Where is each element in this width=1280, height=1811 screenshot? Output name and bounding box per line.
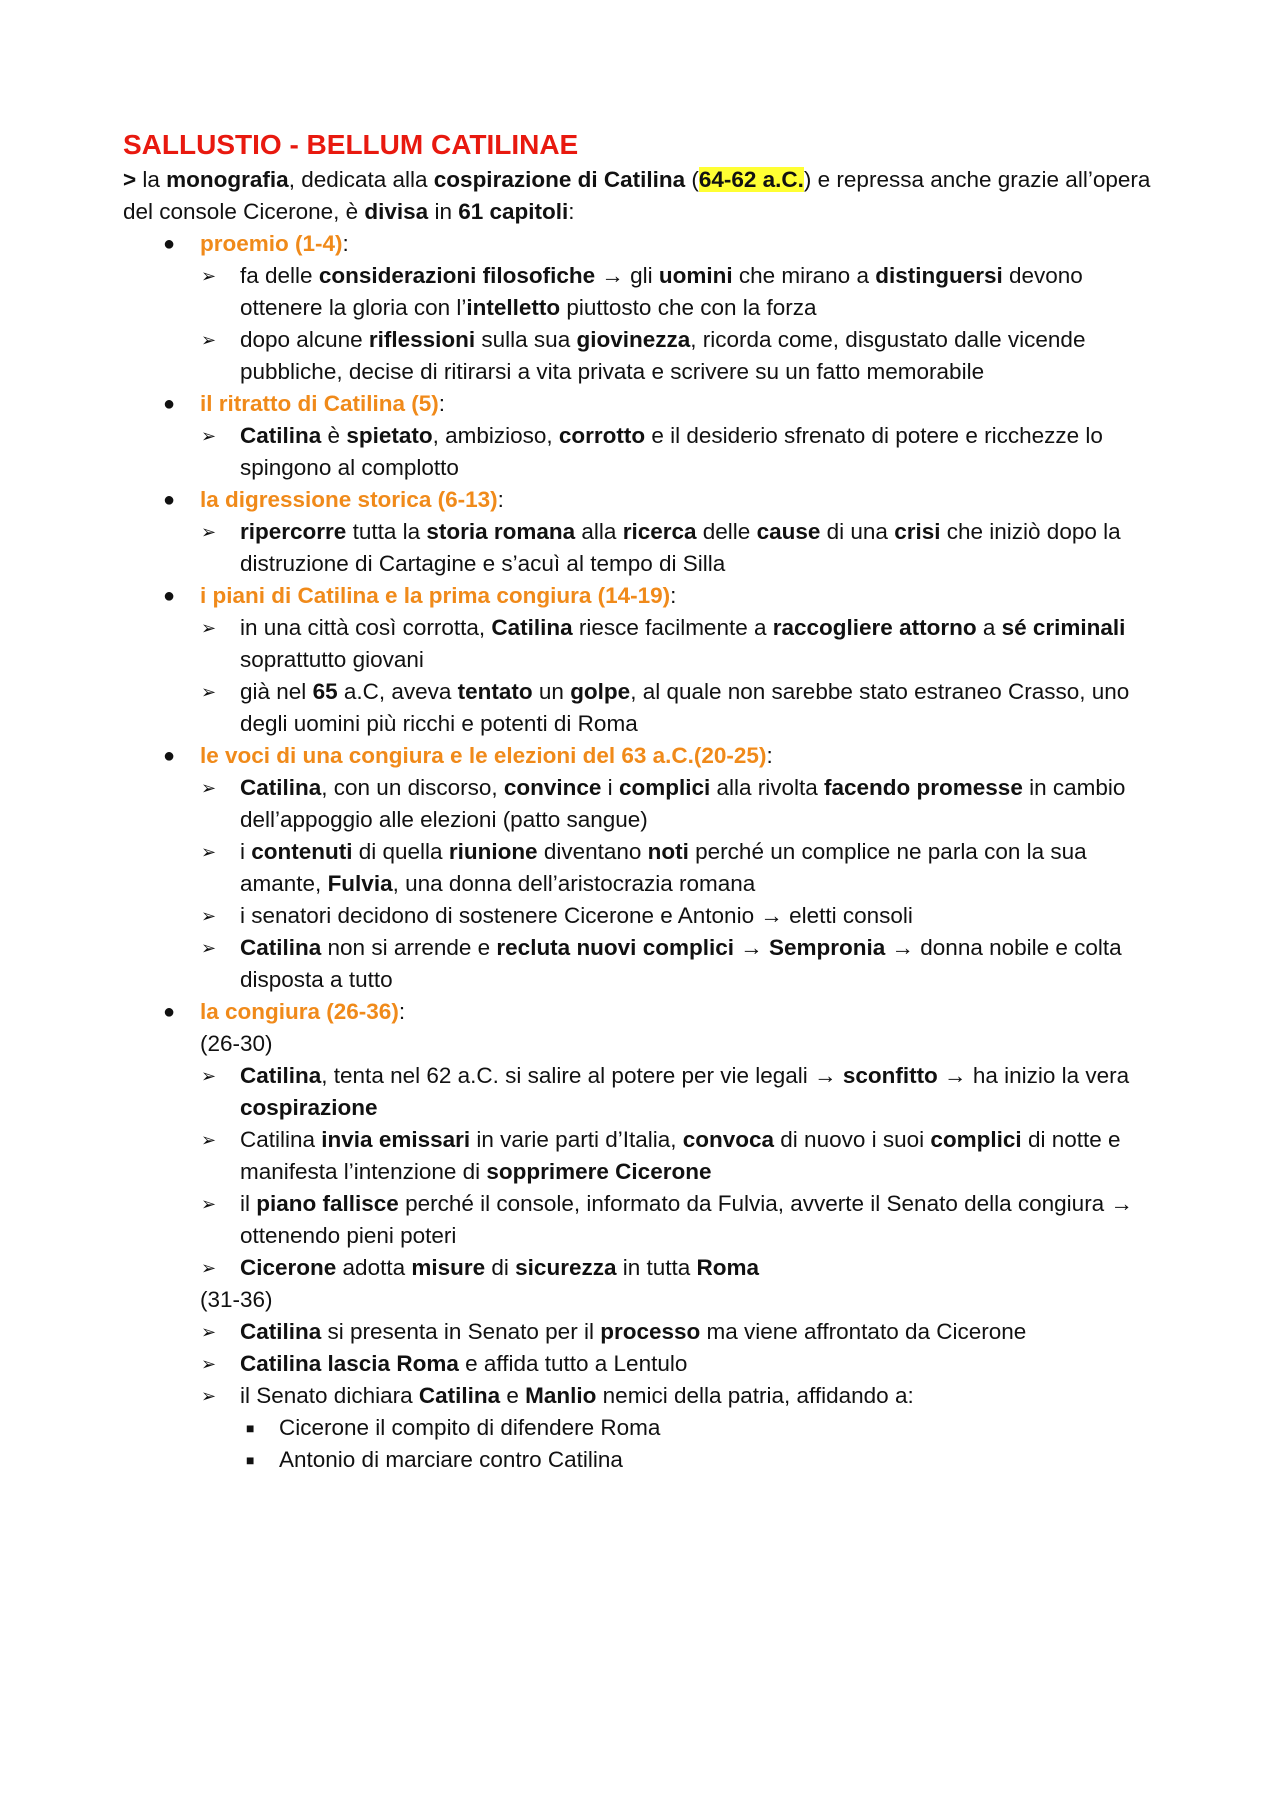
text-run: , al quale non sarebbe stato estraneo Crasso, uno degli uomini più ricchi e potenti di Roma — [240, 679, 1130, 736]
list-item — [201, 420, 1168, 484]
text-run: cospirazione — [240, 1095, 378, 1120]
list-item — [201, 1380, 1168, 1412]
section-heading — [163, 228, 1168, 260]
text-run: → sconfitto → — [814, 1063, 967, 1088]
arrow-bullet-icon: ➢ — [201, 1322, 217, 1342]
text-run: Catilina — [240, 1319, 322, 1344]
text-run: Catilina — [418, 1383, 501, 1408]
text-run: invia emissari — [321, 1127, 471, 1152]
text-run: ) e repressa anche grazie all’opera del console Cicerone, è — [123, 167, 1151, 224]
text-run: alla — [575, 519, 623, 544]
text-run: che iniziò dopo la distruzione di Cartagine e s’acuì al tempo di Silla — [240, 519, 1121, 576]
text-run: complici — [618, 775, 711, 800]
text-run: Catilina lascia Roma — [240, 1351, 459, 1376]
text-run: sicurezza — [515, 1255, 617, 1280]
text-run: soprattutto giovani — [240, 647, 424, 672]
bullet-icon: ● — [163, 393, 176, 415]
text-run: complici — [930, 1127, 1022, 1152]
text-run: a — [976, 615, 1002, 640]
text-run: , ambizioso, — [432, 423, 559, 448]
text-run: devono ottenere la gloria con l’ — [240, 263, 1083, 320]
section-heading-text: proemio (1-4) — [200, 231, 343, 256]
text-run: Catilina — [240, 775, 322, 800]
bullet-icon: ● — [163, 489, 176, 511]
text-run: fa delle — [240, 263, 319, 288]
text-run: donna nobile e colta disposta a tutto — [240, 935, 1122, 992]
text-run: non si arrende e — [321, 935, 497, 960]
arrow-bullet-icon: ➢ — [201, 1354, 217, 1374]
list-item — [201, 612, 1168, 676]
list-item — [201, 676, 1168, 740]
text-run: tentato — [457, 679, 533, 704]
list-item — [201, 836, 1168, 900]
text-run: nemici della patria, affidando a: — [596, 1383, 914, 1408]
text-run: : — [766, 743, 773, 768]
text-run: corrotto — [558, 423, 646, 448]
list-item — [201, 900, 1168, 932]
text-run: la — [142, 167, 167, 192]
section-heading — [163, 740, 1168, 772]
text-run: Catilina — [240, 1063, 322, 1088]
text-run: Catilina — [491, 615, 573, 640]
arrow-bullet-icon: ➢ — [201, 906, 217, 926]
text-run: recluta nuovi complici — [496, 935, 734, 960]
text-run: convoca — [682, 1127, 775, 1152]
section-heading-text: le voci di una congiura e le elezioni del 63 a.C.(20-25) — [200, 743, 767, 768]
text-run: → — [595, 263, 631, 288]
arrow-bullet-icon: ➢ — [201, 522, 217, 542]
intro-paragraph — [123, 164, 1168, 228]
text-run: crisi — [894, 519, 941, 544]
text-run: monografia — [166, 167, 289, 192]
list-item — [201, 772, 1168, 836]
section-heading — [163, 388, 1168, 420]
text-run: e affida tutto a Lentulo — [458, 1351, 688, 1376]
arrow-bullet-icon: ➢ — [201, 1258, 217, 1278]
text-run: noti — [647, 839, 689, 864]
text-run: a.C, aveva — [337, 679, 458, 704]
list-item — [201, 260, 1168, 324]
list-item — [201, 324, 1168, 388]
text-run: misure — [411, 1255, 486, 1280]
text-run: 65 — [312, 679, 338, 704]
text-run: piuttosto che con la forza — [560, 295, 817, 320]
text-run: Fulvia — [327, 871, 393, 896]
text-run: di nuovo i suoi — [774, 1127, 931, 1152]
text-run: il Senato dichiara — [240, 1383, 419, 1408]
text-run: che mirano a — [732, 263, 876, 288]
text-run: → — [885, 935, 921, 960]
section-heading-text: il ritratto di Catilina (5) — [200, 391, 439, 416]
text-run: ha inizio la vera — [966, 1063, 1130, 1088]
text-run: : — [342, 231, 349, 256]
list-item — [246, 1412, 1168, 1444]
arrow-bullet-icon: ➢ — [201, 778, 217, 798]
section-heading — [163, 996, 1168, 1028]
text-run: golpe — [570, 679, 631, 704]
bullet-icon: ● — [163, 1001, 176, 1023]
arrow-bullet-icon: ➢ — [201, 1386, 217, 1406]
section-heading — [163, 580, 1168, 612]
text-run: di quella — [352, 839, 449, 864]
text-run: perché un complice ne parla con la sua amante, — [240, 839, 1087, 896]
text-run: già nel — [240, 679, 313, 704]
text-run: delle — [696, 519, 757, 544]
arrow-bullet-icon: ➢ — [201, 1194, 217, 1214]
section-heading-text: i piani di Catilina e la prima congiura (14-19) — [200, 583, 671, 608]
text-run: , dedicata alla — [288, 167, 434, 192]
text-run: (26-30) — [200, 1031, 273, 1056]
text-run: divisa — [364, 199, 429, 224]
text-run: raccogliere attorno — [772, 615, 977, 640]
text-run: di una — [820, 519, 895, 544]
text-run: Roma — [696, 1255, 760, 1280]
text-run: piano fallisce — [256, 1191, 399, 1216]
list-item — [201, 932, 1168, 996]
arrow-bullet-icon: ➢ — [201, 330, 217, 350]
text-run: Catilina — [240, 423, 322, 448]
text-run: adotta — [336, 1255, 412, 1280]
text-run: sé criminali — [1001, 615, 1126, 640]
text-run: i — [240, 839, 252, 864]
list-item — [201, 1060, 1168, 1124]
list-item — [201, 516, 1168, 580]
square-bullet-icon: ■ — [246, 1452, 255, 1468]
outline — [123, 228, 1168, 1476]
text-run: tutta la — [346, 519, 427, 544]
text-run: e il desiderio sfrenato di potere e ricchezze lo spingono al complotto — [240, 423, 1103, 480]
text-run: riesce facilmente a — [572, 615, 773, 640]
text-run: : — [497, 487, 504, 512]
list-item — [201, 1252, 1168, 1284]
text-run: → — [1110, 1191, 1133, 1216]
text-run: Manlio — [525, 1383, 597, 1408]
text-run: è — [321, 423, 347, 448]
text-run: perché il console, informato da Fulvia, avverte il Senato della congiura — [398, 1191, 1111, 1216]
text-run: di notte e manifesta l’intenzione di — [240, 1127, 1121, 1184]
text-run: riflessioni — [368, 327, 476, 352]
text-run: in una città così corrotta, — [240, 615, 492, 640]
text-run: : — [398, 999, 406, 1024]
text-run: contenuti — [251, 839, 353, 864]
text-run: convince — [503, 775, 602, 800]
text-run: facendo promesse — [824, 775, 1023, 800]
text-run: alla rivolta — [710, 775, 825, 800]
text-run: , una donna dell’aristocrazia romana — [392, 871, 756, 896]
text-run: un — [532, 679, 571, 704]
text-run: uomini — [658, 263, 733, 288]
arrow-bullet-icon: ➢ — [201, 426, 217, 446]
text-run: considerazioni filosofiche — [318, 263, 596, 288]
text-run: Sempronia — [768, 935, 886, 960]
text-run: Antonio di marciare contro Catilina — [279, 1447, 623, 1472]
text-run: dopo alcune — [240, 327, 369, 352]
text-run: in — [428, 199, 459, 224]
bullet-icon: ● — [163, 745, 176, 767]
text-run: , tenta nel 62 a.C. si salire al potere per vie legali — [321, 1063, 815, 1088]
text-run: diventano — [537, 839, 648, 864]
text-run: Cicerone il compito di difendere Roma — [279, 1415, 661, 1440]
text-run: cospirazione di Catilina — [433, 167, 686, 192]
bullet-icon: ● — [163, 233, 176, 255]
section-heading — [163, 484, 1168, 516]
text-run: e — [500, 1383, 526, 1408]
text-run: : — [568, 199, 575, 224]
text-run: in tutta — [616, 1255, 697, 1280]
document-title: SALLUSTIO - BELLUM CATILINAE — [123, 129, 579, 160]
text-run: ma viene affrontato da Cicerone — [700, 1319, 1027, 1344]
text-run: , ricorda come, disgustato dalle vicende pubbliche, decise di ritirarsi a vita privata e scrivere su un fatto memorabile — [240, 327, 1086, 384]
list-item — [201, 1348, 1168, 1380]
text-run: : — [670, 583, 677, 608]
arrow-bullet-icon: ➢ — [201, 1130, 217, 1150]
arrow-bullet-icon: ➢ — [201, 266, 217, 286]
text-run: → — [733, 935, 769, 960]
text-run: il — [240, 1191, 257, 1216]
text-run: cause — [756, 519, 821, 544]
text-run: , con un discorso, — [321, 775, 504, 800]
section-heading-text: la digressione storica (6-13) — [200, 487, 498, 512]
arrow-bullet-icon: ➢ — [201, 618, 217, 638]
text-run: sopprimere Cicerone — [486, 1159, 712, 1184]
text-run: Catilina — [240, 1127, 322, 1152]
arrow-bullet-icon: ➢ — [201, 842, 217, 862]
text-run: riunione — [448, 839, 538, 864]
list-item — [246, 1444, 1168, 1476]
text-run: Catilina — [240, 935, 322, 960]
list-item — [201, 1124, 1168, 1188]
text-run: processo — [600, 1319, 701, 1344]
text-run: ripercorre — [240, 519, 347, 544]
text-run: ottenendo pieni poteri — [240, 1223, 457, 1248]
text-run: storia romana — [426, 519, 576, 544]
square-bullet-icon: ■ — [246, 1420, 255, 1436]
list-item — [201, 1188, 1168, 1252]
text-run: spietato — [346, 423, 433, 448]
text-run: (31-36) — [200, 1287, 273, 1312]
arrow-bullet-icon: ➢ — [201, 682, 217, 702]
text-run: in varie parti d’Italia, — [470, 1127, 683, 1152]
section-heading-text: la congiura (26-36) — [200, 999, 399, 1024]
subrange-label — [200, 1028, 1168, 1060]
text-run: : — [438, 391, 446, 416]
document-page — [123, 126, 1168, 1476]
text-run: Cicerone — [240, 1255, 337, 1280]
highlighted-text: 64-62 a.C. — [698, 167, 804, 192]
text-run: 61 capitoli — [458, 199, 569, 224]
text-run: i senatori decidono di sostenere Cicerone e Antonio → eletti consoli — [240, 903, 913, 928]
subrange-label — [200, 1284, 1168, 1316]
text-run: ( — [685, 167, 699, 192]
text-run: si presenta in Senato per il — [321, 1319, 601, 1344]
list-item — [201, 1316, 1168, 1348]
text-run: i — [601, 775, 619, 800]
text-run: in cambio dell’appoggio alle elezioni (patto sangue) — [240, 775, 1126, 832]
arrow-bullet-icon: ➢ — [201, 938, 217, 958]
text-run: giovinezza — [576, 327, 691, 352]
text-run: di — [485, 1255, 516, 1280]
text-run: > — [123, 167, 143, 192]
arrow-bullet-icon: ➢ — [201, 1066, 217, 1086]
text-run: gli — [630, 263, 659, 288]
text-run: distinguersi — [875, 263, 1003, 288]
text-run: sulla sua — [475, 327, 577, 352]
bullet-icon: ● — [163, 585, 176, 607]
text-run: ricerca — [622, 519, 697, 544]
text-run: intelletto — [466, 295, 561, 320]
